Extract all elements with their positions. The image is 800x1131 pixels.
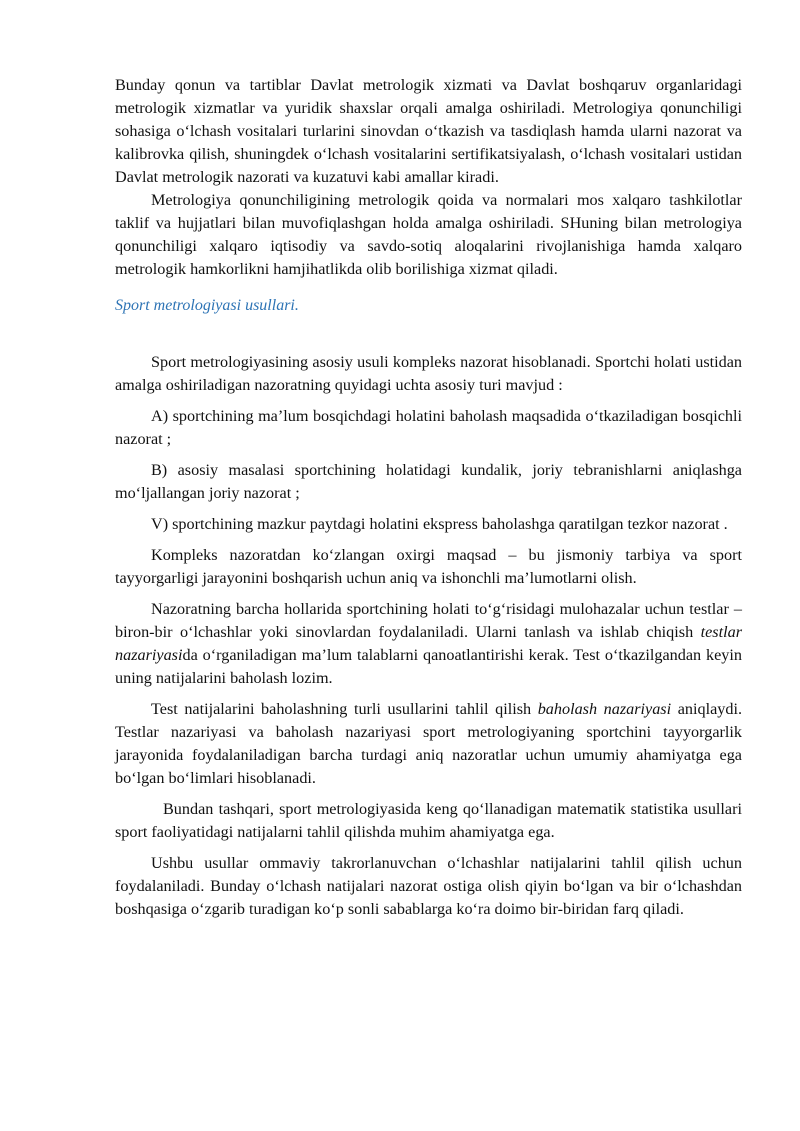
- paragraph-8: [115, 598, 742, 690]
- section-heading: Sport metrologiyasi usullari.: [115, 297, 299, 314]
- paragraph-3: Sport metrologiyasining asosiy usuli kompleks nazorat hisoblanadi. Sportchi holati ustidan amalga oshiriladigan nazoratning quyidagi uchta asosiy turi mavjud :: [115, 353, 742, 394]
- paragraph-8-emphasis: testlar nazariyasi: [115, 623, 742, 664]
- paragraph-10: Bundan tashqari, sport metrologiyasida keng qo‘llanadigan matematik statistika usullari sport faoliyatidagi natijalarni tahlil qilishda muhim ahamiyatga ega.: [115, 800, 742, 841]
- paragraph-4: A) sportchining ma’lum bosqichdagi holatini baholash maqsadida o‘tkaziladigan bosqichli nazorat ;: [115, 407, 742, 448]
- paragraph-8-part-b: da o‘rganiladigan ma’lum talablarni qanoatlantirishi kerak. Test o‘tkazilgandan keyin uning natijalarini baholash lozim.: [115, 646, 742, 687]
- paragraph-9-part-a: Test natijalarini baholashning turli usullarini tahlil qilish: [151, 700, 538, 718]
- paragraph-5: B) asosiy masalasi sportchining holatidagi kundalik, joriy tebranishlarni aniqlashga mo‘ljallangan joriy nazorat ;: [115, 461, 742, 502]
- paragraph-7: Kompleks nazoratdan ko‘zlangan oxirgi maqsad – bu jismoniy tarbiya va sport tayyorgarligi jarayonini boshqarish uchun aniq va ishonchli ma’lumotlarni olish.: [115, 546, 742, 587]
- paragraph-9-part-b: aniqlaydi. Testlar nazariyasi va baholash nazariyasi sport metrologiyaning sportchini tayyorgarlik jarayonida foydalaniladigan barcha turdagi aniq nazoratlar uchun umumiy ahamiyatga ega bo‘lgan bo‘limlari hisoblanadi.: [115, 700, 742, 787]
- text-column: [115, 74, 742, 921]
- paragraph-6: V) sportchining mazkur paytdagi holatini ekspress baholashga qaratilgan tezkor nazorat .: [151, 515, 728, 533]
- paragraph-9: [115, 698, 742, 790]
- paragraph-9-emphasis: baholash nazariyasi: [537, 700, 672, 718]
- paragraph-11: Ushbu usullar ommaviy takrorlanuvchan o‘lchashlar natijalarini tahlil qilish uchun foydalaniladi. Bunday o‘lchash natijalari nazorat ostiga olish qiyin bo‘lgan va bir o‘lchashdan boshqasiga o‘zgarib turadigan ko‘p sonli sabablarga ko‘ra doimo bir-biridan farq qiladi.: [115, 854, 742, 918]
- paragraph-8-part-a: Nazoratning barcha hollarida sportchining holati to‘g‘risidagi mulohazalar uchun testlar – biron-bir o‘lchashlar yoki sinovlardan foydalaniladi. Ularni tanlash va ishlab chiqish: [115, 600, 742, 641]
- paragraph-2: Metrologiya qonunchiligining metrologik qoida va normalari mos xalqaro tashkilotlar taklif va hujjatlari bilan muvofiqlashgan holda amalga oshiriladi. SHuning bilan metrologiya qonunchiligi xalqaro iqtisodiy va savdo-sotiq aloqalarini rivojlanishiga hamda xalqaro metrologik hamkorlikni hamjihatlikda olib borilishiga xizmat qiladi.: [115, 191, 742, 278]
- paragraph-1: Bunday qonun va tartiblar Davlat metrologik xizmati va Davlat boshqaruv organlaridagi metrologik xizmatlar va yuridik shaxslar orqali amalga oshiriladi. Metrologiya qonunchiligi sohasiga o‘lchash vositalari turlarini sinovdan o‘tkazish va tasdiqlash hamda ularni nazorat va kalibrovka qilish, shuningdek o‘lchash vositalarini sertifikatsiyalash, o‘lchash vositalari ustidan Davlat metrologik nazorati va kuzatuvi kabi amallar kiradi.: [115, 76, 742, 186]
